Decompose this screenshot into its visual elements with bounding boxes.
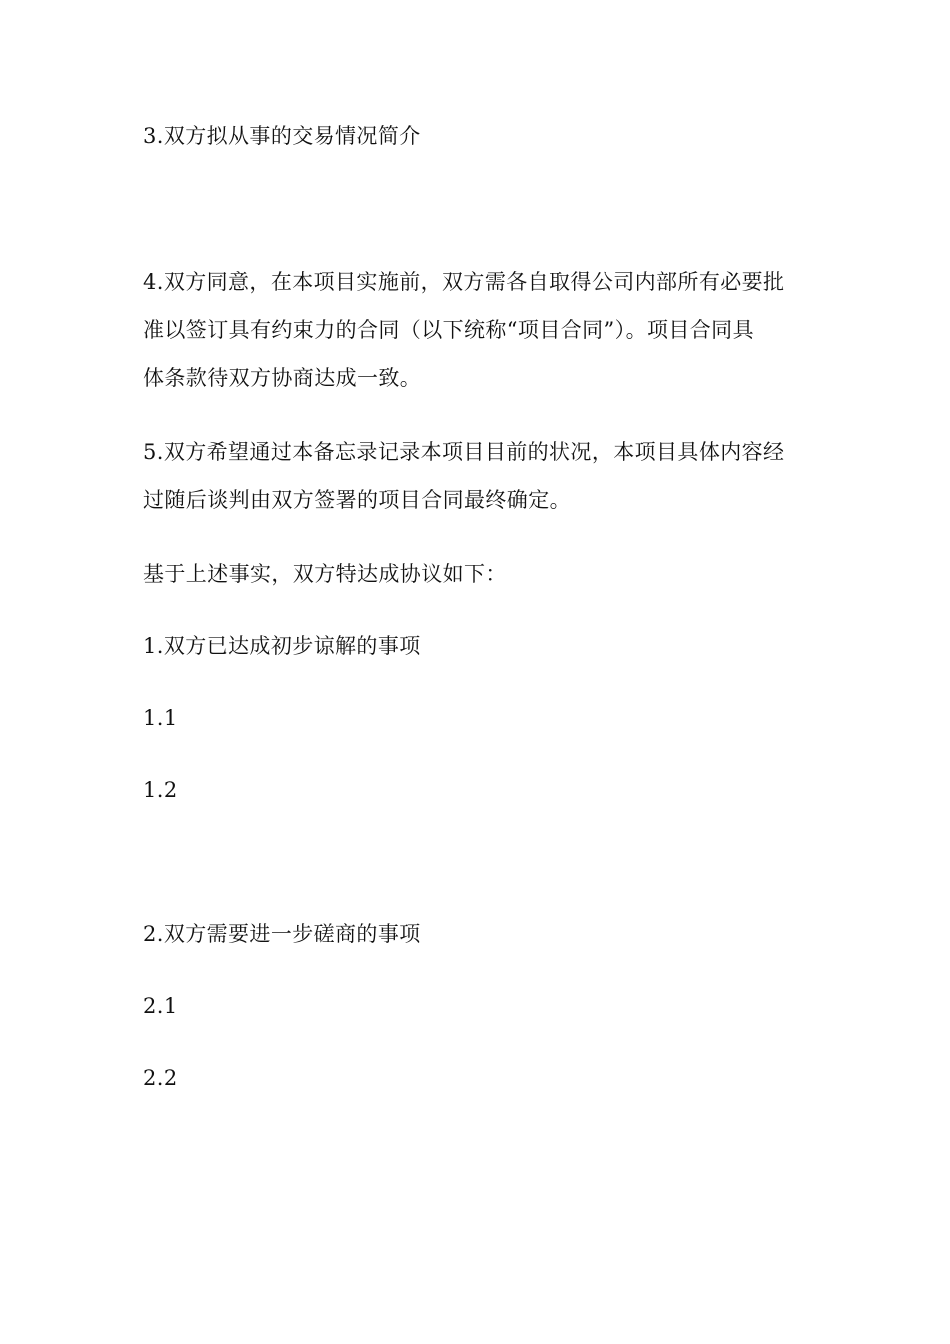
paragraph-5-line-1: 5.双方希望通过本备忘录记录本项目目前的状况，本项目具体内容经	[143, 440, 785, 464]
paragraph-4-line-3: 体条款待双方协商达成一致。	[143, 366, 422, 390]
item-1-1: 1.1	[143, 706, 178, 730]
section-3-heading: 3.双方拟从事的交易情况简介	[143, 124, 421, 148]
item-2-heading: 2.双方需要进一步磋商的事项	[143, 922, 421, 946]
agreement-intro: 基于上述事实，双方特达成协议如下：	[143, 562, 507, 586]
paragraph-5-line-2: 过随后谈判由双方签署的项目合同最终确定。	[143, 488, 571, 512]
item-1-2: 1.2	[143, 778, 178, 802]
item-1-heading: 1.双方已达成初步谅解的事项	[143, 634, 421, 658]
paragraph-4-line-1: 4.双方同意，在本项目实施前，双方需各自取得公司内部所有必要批	[143, 270, 785, 294]
paragraph-4-line-2: 准以签订具有约束力的合同（以下统称“项目合同”）。项目合同具	[143, 318, 754, 342]
item-2-1: 2.1	[143, 994, 178, 1018]
item-2-2: 2.2	[143, 1066, 178, 1090]
